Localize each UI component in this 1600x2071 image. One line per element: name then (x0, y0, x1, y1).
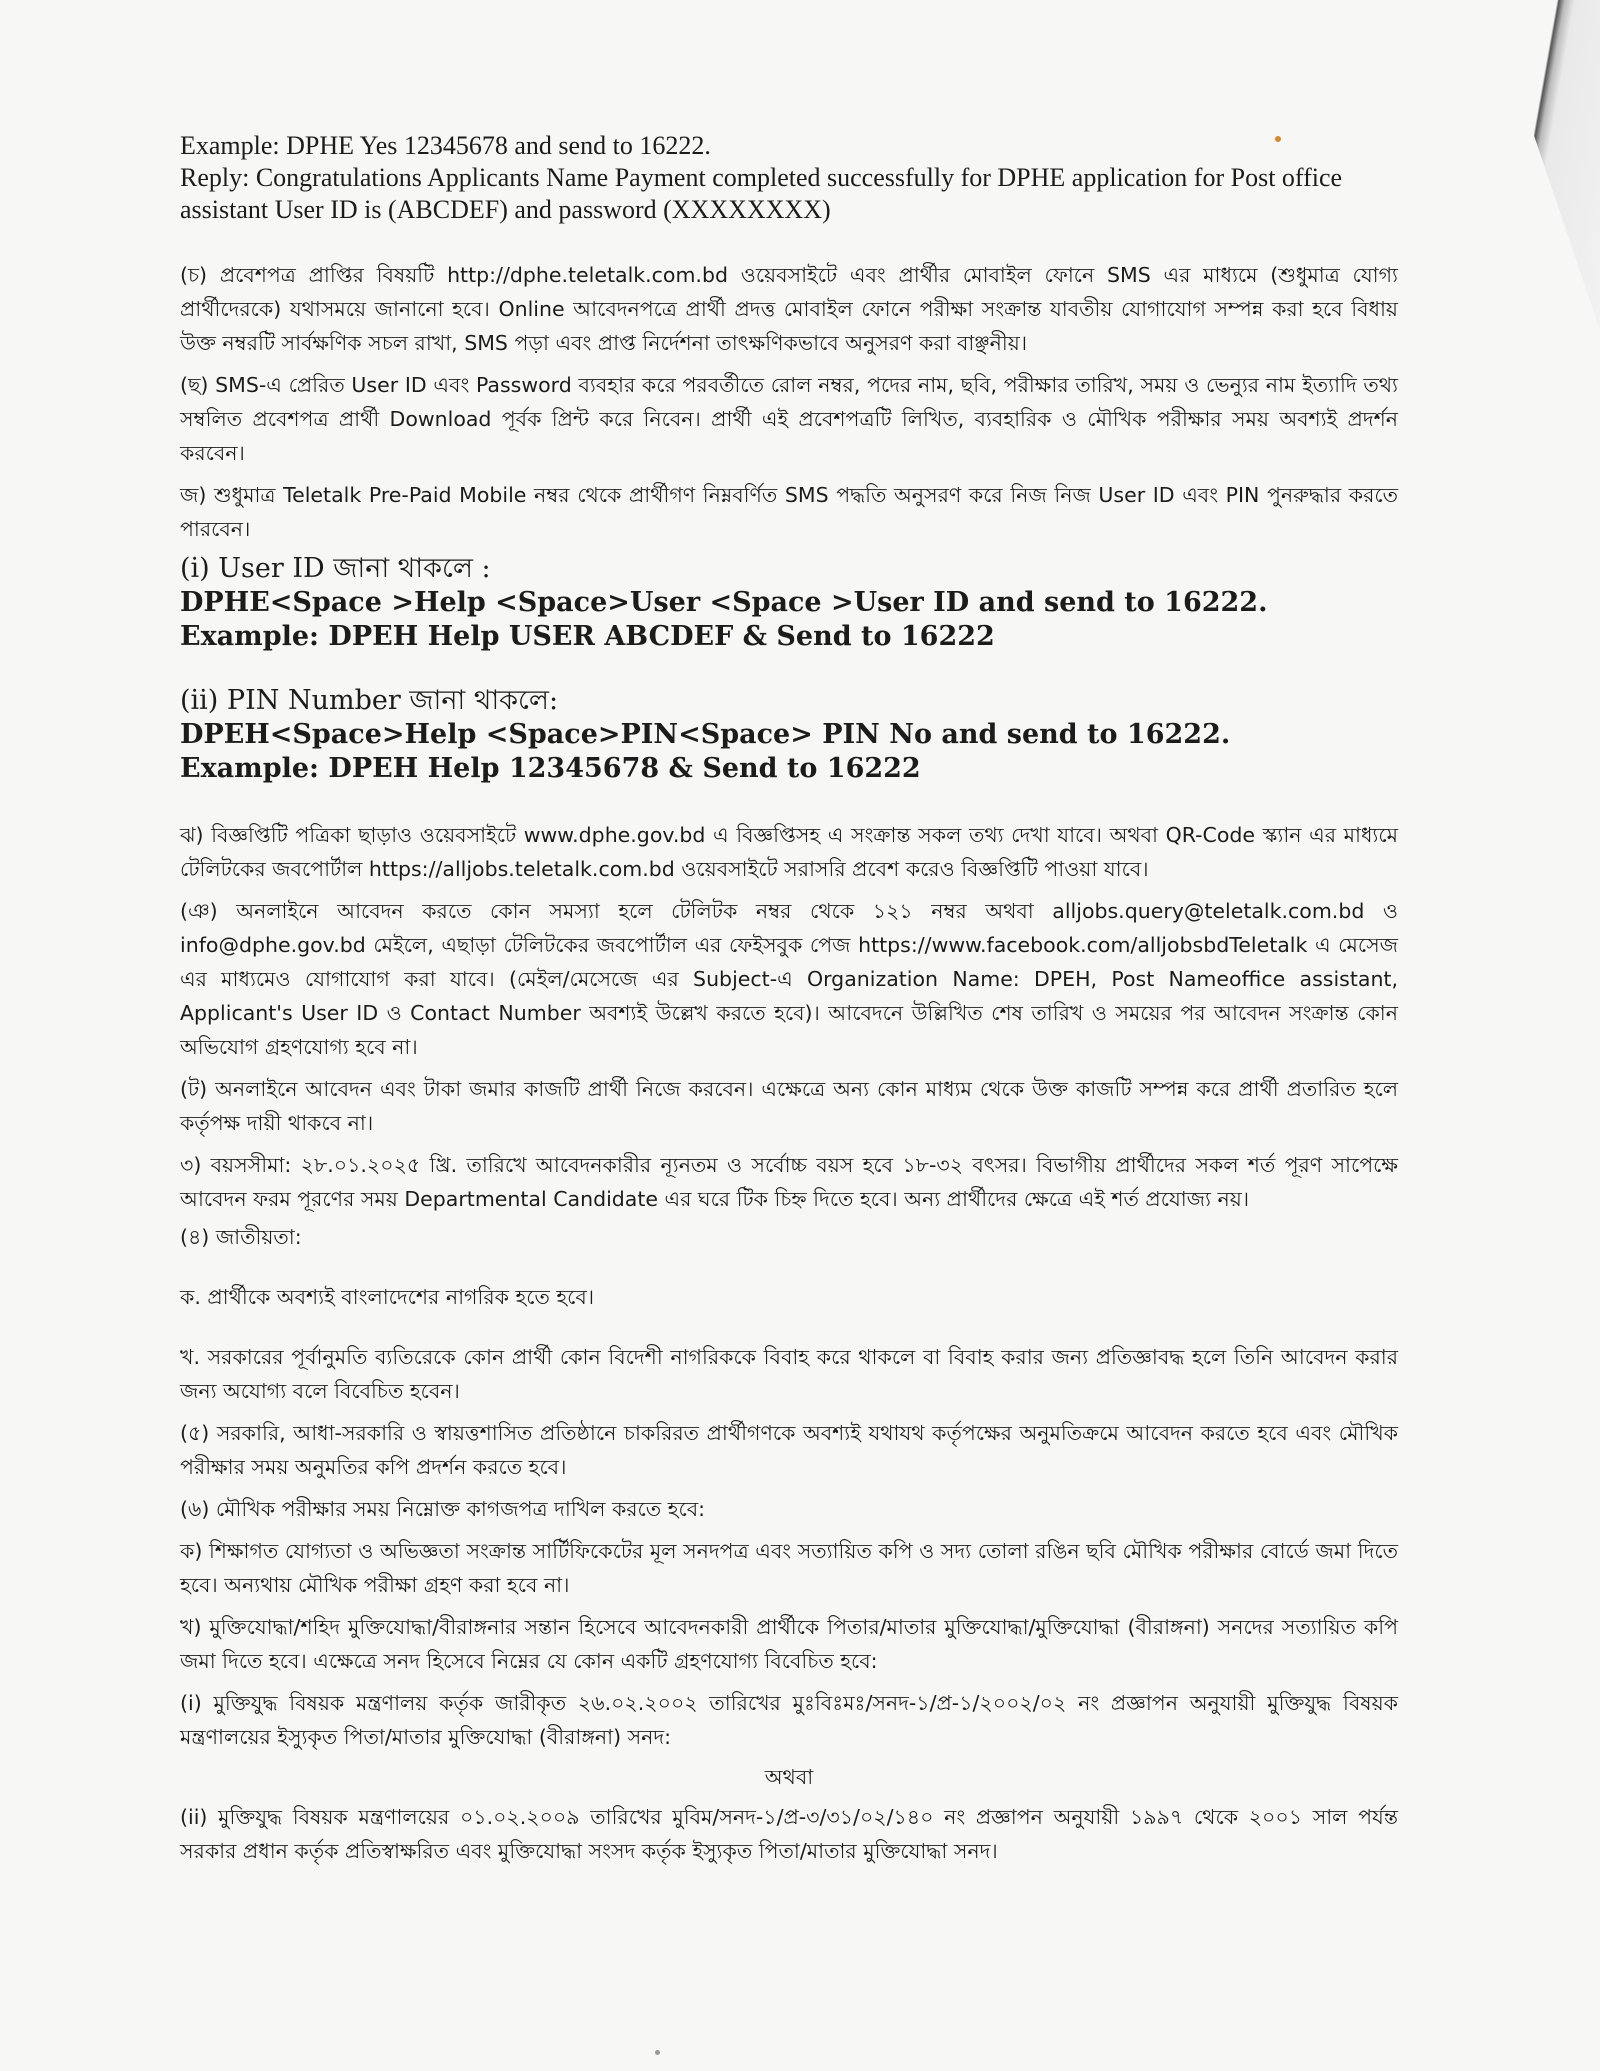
speck (655, 2050, 660, 2055)
paragraph-nya: (ঞ) অনলাইনে আবেদন করতে কোন সমস্যা হলে টেলিটক নম্বর থেকে ১২১ নম্বর অথবা alljobs.query@teletalk.com.bd ও info@dphe.gov.bd মেইলে, এছাড়া টেলিটকের জবপোর্টাল এর ফেইসবুক পেজ https://www.facebook.com/alljobsbdTeletalk এ মেসেজ এর মাধ্যমেও যোগাযোগ করা যাবে। (মেইল/মেসেজে এর Subject-এ Organization Name: DPEH, Post Nameoffice assistant, Applicant's User ID ও Contact Number অবশ্যই উল্লেখ করতে হবে)। আবেদনে উল্লিখিত শেষ তারিখ ও সময়ের পর আবেদন সংক্রান্ত কোন অভিযোগ গ্রহণযোগ্য হবে না। (180, 899, 1398, 1059)
paragraph-age-limit: ৩) বয়সসীমা: ২৮.০১.২০২৫ খ্রি. তারিখে আবেদনকারীর ন্যূনতম ও সর্বোচ্চ বয়স হবে ১৮-৩২ বৎসর। বিভাগীয় প্রার্থীদের সকল শর্ত পূরণ সাপেক্ষে আবেদন ফরম পূরণের সময় Departmental Candidate এর ঘরে টিক চিহ্ন দিতে হবে। অন্য প্রার্থীদের ক্ষেত্রে এই শর্ত প্রযোজ্য নয়। (180, 1153, 1398, 1211)
paragraph-chha: (ছ) SMS-এ প্রেরিত User ID এবং Password ব্যবহার করে পরবর্তীতে রোল নম্বর, পদের নাম, ছবি, পরীক্ষার তারিখ, সময় ও ভেন্যুর নাম ইত্যাদি তথ্য সম্বলিত প্রবেশপত্র প্রার্থী Download পূর্বক প্রিন্ট করে নিবেন। প্রার্থী এই প্রবেশপত্রটি লিখিত, ব্যবহারিক ও মৌখিক পরীক্ষার সময় অবশ্যই প্রদর্শন করবেন। (180, 373, 1398, 465)
userid-example: Example: DPEH Help USER ABCDEF & Send to 16222 (180, 621, 995, 652)
userid-command: DPHE<Space >Help <Space>User <Space >User ID and send to 16222. (180, 587, 1268, 618)
pin-example: Example: DPEH Help 12345678 & Send to 16222 (180, 753, 921, 784)
paragraph-nationality-ka: ক. প্রার্থীকে অবশ্যই বাংলাদেশের নাগরিক হতে হবে। (180, 1285, 595, 1309)
paragraph-6-ka: ক) শিক্ষাগত যোগ্যতা ও অভিজ্ঞতা সংক্রান্ত সার্টিফিকেটের মূল সনদপত্র এবং সত্যায়িত কপি ও সদ্য তোলা রঙিন ছবি মৌখিক পরীক্ষার বোর্ডে জমা দিতে হবে। অন্যথায় মৌখিক পরীক্ষা গ্রহণ করা হবে না। (180, 1539, 1398, 1597)
paragraph-6-kha: খ) মুক্তিযোদ্ধা/শহিদ মুক্তিযোদ্ধা/বীরাঙ্গনার সন্তান হিসেবে আবেদনকারী প্রার্থীকে পিতার/মাতার মুক্তিযোদ্ধা/মুক্তিযোদ্ধা (বীরাঙ্গনা) সনদের সত্যায়িত কপি জমা দিতে হবে। এক্ষেত্রে সনদ হিসেবে নিম্নের যে কোন একটি গ্রহণযোগ্য বিবেচিত হবে: (180, 1615, 1398, 1673)
paragraph-nationality: (৪) জাতীয়তা: (180, 1225, 302, 1249)
or-separator: অথবা (764, 1765, 814, 1789)
paragraph-cha: (চ) প্রবেশপত্র প্রাপ্তির বিষয়টি http://dphe.teletalk.com.bd ওয়েবসাইটে এবং প্রার্থীর মোবাইল ফোনে SMS এর মাধ্যমে (শুধুমাত্র যোগ্য প্রার্থীদেরকে) যথাসময়ে জানানো হবে। Online আবেদনপত্রে প্রার্থী প্রদত্ত মোবাইল ফোনে পরীক্ষা সংক্রান্ত যাবতীয় যোগাযোগ সম্পন্ন করা হবে বিধায় উক্ত নম্বরটি সার্বক্ষণিক সচল রাখা, SMS পড়া এবং প্রাপ্ত নির্দেশনা তাৎক্ষণিকভাবে অনুসরণ করা বাঞ্ছনীয়। (180, 263, 1398, 355)
paragraph-jha: ঝ) বিজ্ঞপ্তিটি পত্রিকা ছাড়াও ওয়েবসাইটে www.dphe.gov.bd এ বিজ্ঞপ্তিসহ এ সংক্রান্ত সকল তথ্য দেখা যাবে। অথবা QR-Code স্ক্যান এর মাধ্যমে টেলিটকের জবপোর্টাল https://alljobs.teletalk.com.bd ওয়েবসাইটে সরাসরি প্রবেশ করেও বিজ্ঞপ্তিটি পাওয়া যাবে। (180, 823, 1398, 881)
paragraph-6-i: (i) মুক্তিযুদ্ধ বিষয়ক মন্ত্রণালয় কর্তৃক জারীকৃত ২৬.০২.২০০২ তারিখের মুঃবিঃমঃ/সনদ-১/প্র-১/২০০২/০২ নং প্রজ্ঞাপন অনুযায়ী মুক্তিযুদ্ধ বিষয়ক মন্ত্রণালয়ের ইস্যুকৃত পিতা/মাতার মুক্তিযোদ্ধা (বীরাঙ্গনা) সনদ: (180, 1691, 1398, 1749)
sms-reply: Reply: Congratulations Applicants Name Payment completed successfully for DPHE application for Post office assistant User ID is (ABCDEF) and password (XXXXXXXX) (180, 163, 1343, 224)
paragraph-ta: (ট) অনলাইনে আবেদন এবং টাকা জমার কাজটি প্রার্থী নিজে করবেন। এক্ষেত্রে অন্য কোন মাধ্যম থেকে উক্ত কাজটি সম্পন্ন করে প্রার্থী প্রতারিত হলে কর্তৃপক্ষ দায়ী থাকবে না। (180, 1077, 1398, 1135)
userid-heading: (i) User ID জানা থাকলে : (180, 553, 491, 584)
document-page (180, 130, 1398, 1868)
paragraph-6-ii: (ii) মুক্তিযুদ্ধ বিষয়ক মন্ত্রণালয়ের ০১.০২.২০০৯ তারিখের মুবিম/সনদ-১/প্র-৩/৩১/০২/১৪০ নং প্রজ্ঞাপন অনুযায়ী ১৯৯৭ থেকে ২০০১ সাল পর্যন্ত সরকার প্রধান কর্তৃক প্রতিস্বাক্ষরিত এবং মুক্তিযোদ্ধা সংসদ কর্তৃক ইস্যুকৃত পিতা/মাতার মুক্তিযোদ্ধা সনদ। (180, 1805, 1398, 1863)
paragraph-nationality-kha: খ. সরকারের পূর্বানুমতি ব্যতিরেকে কোন প্রার্থী কোন বিদেশী নাগরিককে বিবাহ করে থাকলে বা বিবাহ করার জন্য প্রতিজ্ঞাবদ্ধ হলে তিনি আবেদন করার জন্য অযোগ্য বলে বিবেচিত হবেন। (180, 1345, 1398, 1403)
paragraph-ja: জ) শুধুমাত্র Teletalk Pre-Paid Mobile নম্বর থেকে প্রার্থীগণ নিম্নবর্ণিত SMS পদ্ধতি অনুসরণ করে নিজ নিজ User ID এবং PIN পুনরুদ্ধার করতে পারবেন। (180, 483, 1398, 541)
pin-command: DPEH<Space>Help <Space>PIN<Space> PIN No and send to 16222. (180, 719, 1231, 750)
paragraph-6: (৬) মৌখিক পরীক্ষার সময় নিম্নোক্ত কাগজপত্র দাখিল করতে হবে: (180, 1497, 706, 1521)
pin-heading: (ii) PIN Number জানা থাকলে: (180, 685, 559, 716)
page-corner-shadow (1460, 0, 1600, 330)
paragraph-5: (৫) সরকারি, আধা-সরকারি ও স্বায়ত্তশাসিত প্রতিষ্ঠানে চাকরিরত প্রার্থীগণকে অবশ্যই যথাযথ কর্তৃপক্ষের অনুমতিক্রমে আবেদন করতে হবে এবং মৌখিক পরীক্ষার সময় অনুমতির কপি প্রদর্শন করতে হবে। (180, 1421, 1398, 1479)
sms-example: Example: DPHE Yes 12345678 and send to 16222. (180, 131, 711, 160)
